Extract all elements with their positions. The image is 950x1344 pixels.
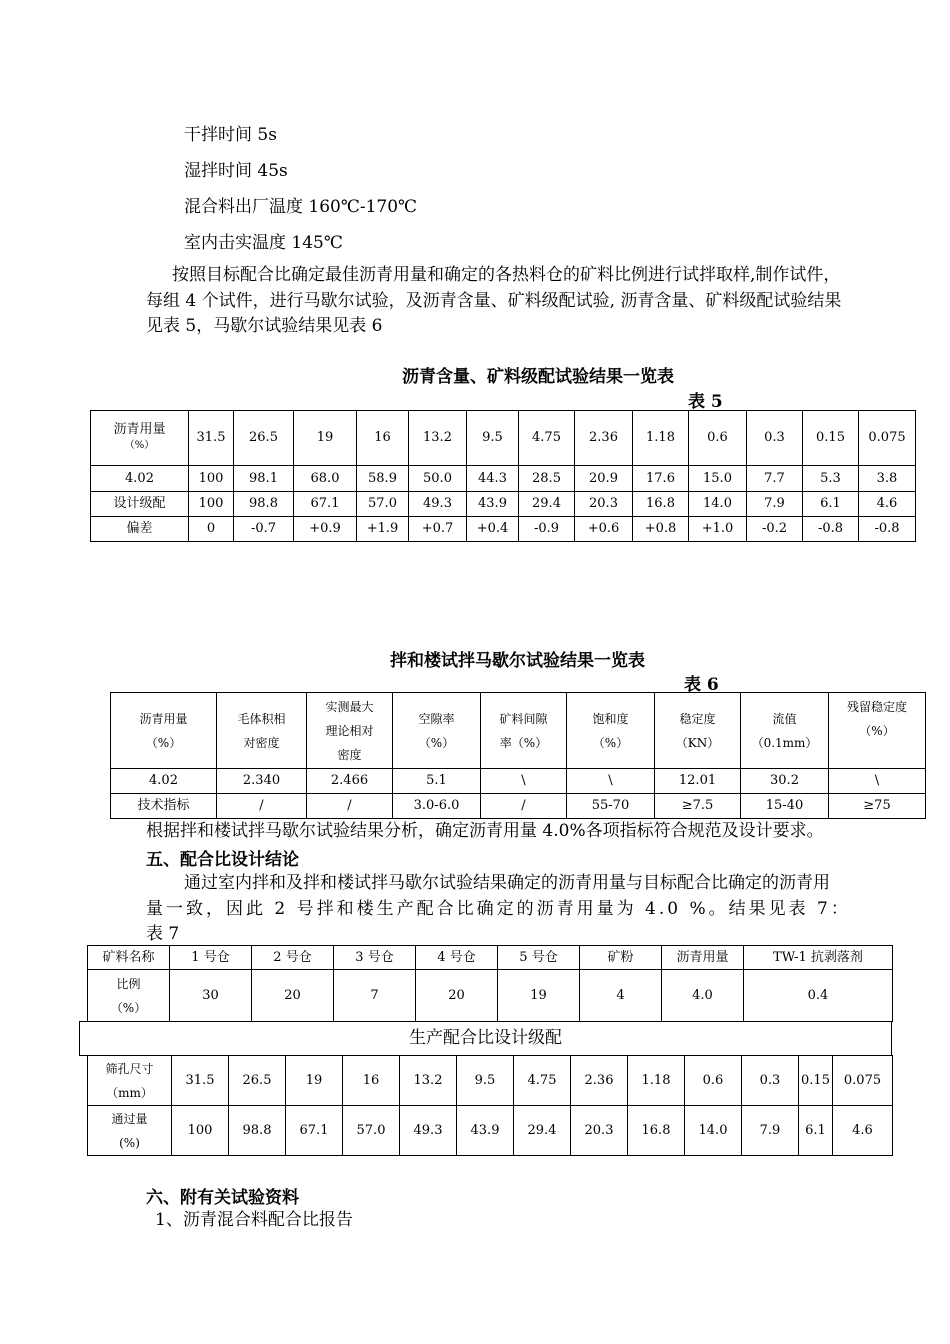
table5-sieve: 31.5 [189,411,234,466]
table7-header: TW-1 抗剥落剂 [744,946,893,970]
table7-sieve: 0.6 [685,1056,742,1106]
table5-cell: 7.9 [747,492,803,517]
table5-cell: 29.4 [519,492,575,517]
table5-cell: +0.8 [633,517,689,542]
table5-cell: 0 [189,517,234,542]
table7-gradation [87,1055,893,1156]
table5-cell: 17.6 [633,466,689,492]
table5-title: 沥青含量、矿料级配试验结果一览表 [402,367,674,387]
table5-cell: 68.0 [294,466,357,492]
table6-cell: / [217,794,307,819]
table6-header-text: 空隙率 [418,711,455,726]
table5-sieve: 16 [357,411,409,466]
table7-ratio: 4.0 [662,970,744,1022]
table6-header-stability [655,693,741,769]
table6-cell: 15-40 [741,794,829,819]
table6-header-text: 沥青用量 [139,711,188,726]
table5-row-measured [91,466,916,492]
compaction-temperature: 室内击实温度 145℃ [184,233,343,253]
table5-cell: 5.3 [803,466,859,492]
table6-header-text: （%） [859,724,895,738]
table7-sieve: 26.5 [229,1056,286,1106]
table7-ratio-row [88,970,893,1022]
table5-row-label: 4.02 [91,466,189,492]
table7-header-row [88,946,893,970]
table6-row-spec [111,794,926,819]
table6-header-text: 率（%） [499,735,548,750]
table5-cell: 20.9 [575,466,633,492]
table6-header-voids [393,693,481,769]
table7-header: 矿粉 [580,946,662,970]
table5-header-unit: （%） [124,440,155,451]
table6-header-text: 对密度 [243,735,280,750]
table6-cell: / [307,794,393,819]
table6-cell: 4.02 [111,769,217,794]
table7-ratio: 0.4 [744,970,893,1022]
table6-header-text: 流值 [772,711,797,726]
table5-label: 表 5 [688,392,723,412]
table6-cell: \ [481,769,567,794]
table7-header: 沥青用量 [662,946,744,970]
table5-cell: 43.9 [467,492,519,517]
table7-sieve-label-text: （mm） [106,1085,153,1100]
table7-ratio-label [88,970,170,1022]
table5-row-label: 偏差 [91,517,189,542]
table6-cell: 技术指标 [111,794,217,819]
table7-passing: 100 [172,1106,229,1156]
table7-passing: 14.0 [685,1106,742,1156]
table5-cell: 58.9 [357,466,409,492]
table7-passing: 67.1 [286,1106,343,1156]
table6-header-text: （%） [418,735,455,750]
table5-cell: 14.0 [689,492,747,517]
table5-cell: 67.1 [294,492,357,517]
table6-header-flow [741,693,829,769]
intro-line-2: 每组 4 个试件，进行马歇尔试验，及沥青含量、矿料级配试验, 沥青含量、矿料级配试验结果 [146,291,842,311]
table5-cell: 6.1 [803,492,859,517]
table6-cell: 2.466 [307,769,393,794]
table6-cell: 5.1 [393,769,481,794]
table7-passing: 43.9 [457,1106,514,1156]
table5-cell: 57.0 [357,492,409,517]
table7-passing: 6.1 [799,1106,833,1156]
table5-cell: 16.8 [633,492,689,517]
table5-cell: 28.5 [519,466,575,492]
table5-cell: 49.3 [409,492,467,517]
table5-sieve: 0.075 [859,411,916,466]
table5-cell: 15.0 [689,466,747,492]
table6-header-text: 理论相对 [325,723,374,738]
table6-header-residual-stability [829,693,926,769]
table6-cell: 2.340 [217,769,307,794]
table5 [90,410,916,542]
table5-cell: +0.7 [409,517,467,542]
table6-header-bulk-density [217,693,307,769]
table7-ratio-label-text: 比例 [116,976,141,991]
table5-cell: -0.9 [519,517,575,542]
table5-cell: 100 [189,466,234,492]
table5-sieve: 4.75 [519,411,575,466]
table7-pass-label-text: 通过量 [111,1111,148,1126]
table5-cell: -0.8 [859,517,916,542]
table7-ratio: 20 [416,970,498,1022]
table7-sieve: 31.5 [172,1056,229,1106]
table7-ratio: 7 [334,970,416,1022]
table5-sieve: 19 [294,411,357,466]
table7-sieve-label-text: 筛孔尺寸 [105,1061,154,1076]
table6-cell: 3.0-6.0 [393,794,481,819]
table7-passing-row [88,1106,893,1156]
table7-ratio: 4 [580,970,662,1022]
table5-sieve: 0.15 [803,411,859,466]
table7-header: 3 号仓 [334,946,416,970]
table7-passing: 29.4 [514,1106,571,1156]
table7-sieve: 4.75 [514,1056,571,1106]
table7-header: 4 号仓 [416,946,498,970]
table6-header-text: 矿料间隙 [499,711,548,726]
table7-sieve: 19 [286,1056,343,1106]
table6-header-asphalt [111,693,217,769]
table5-cell: 20.3 [575,492,633,517]
table6-header-vma [481,693,567,769]
table5-cell: 98.8 [234,492,294,517]
table6-header-text: 实测最大 [325,699,374,714]
table5-sieve: 26.5 [234,411,294,466]
table6-header-text: （%） [145,735,182,750]
table5-cell: +0.9 [294,517,357,542]
table6-header-row [111,693,926,769]
table5-cell: 4.6 [859,492,916,517]
table6-label: 表 6 [684,675,719,695]
table7-sieve: 16 [343,1056,400,1106]
table7-sieve: 2.36 [571,1056,628,1106]
table6-header-max-density [307,693,393,769]
table7-ratio: 30 [170,970,252,1022]
table5-cell: -0.2 [747,517,803,542]
intro-line-1: 按照目标配合比确定最佳沥青用量和确定的各热料仓的矿料比例进行试拌取样,制作试件， [172,265,841,285]
table5-cell: +0.6 [575,517,633,542]
table6-cell: ≥75 [829,794,926,819]
table5-cell: -0.8 [803,517,859,542]
table6-header-text: 毛体积相 [237,711,286,726]
table5-cell: 7.7 [747,466,803,492]
table7-header: 5 号仓 [498,946,580,970]
analysis-text: 根据拌和楼试拌马歇尔试验结果分析，确定沥青用量 4.0%各项指标符合规范及设计要求。 [146,821,824,841]
table6-header-text: 饱和度 [592,711,629,726]
table7-sieve: 1.18 [628,1056,685,1106]
section5-line-2: 量一致，因此 2 号拌和楼生产配合比确定的沥青用量为 4.0 %。结果见表 7： [146,899,851,919]
table5-row-deviation [91,517,916,542]
table6-header-text: 稳定度 [679,711,716,726]
table7-header: 2 号仓 [252,946,334,970]
table7-passing: 49.3 [400,1106,457,1156]
section6-item-1: 1、沥青混合料配合比报告 [155,1210,353,1230]
table7-ratio: 20 [252,970,334,1022]
table7-passing: 16.8 [628,1106,685,1156]
table5-sieve: 13.2 [409,411,467,466]
table5-cell: +0.4 [467,517,519,542]
table7-passing: 57.0 [343,1106,400,1156]
section5-line-1: 通过室内拌和及拌和楼试拌马歇尔试验结果确定的沥青用量与目标配合比确定的沥青用 [184,873,830,893]
table7-pass-label [88,1106,172,1156]
table6-header-text: （KN） [675,735,720,750]
table6-title: 拌和楼试拌马歇尔试验结果一览表 [390,651,645,671]
table6-cell: / [481,794,567,819]
table7-gradation-title: 生产配合比设计级配 [79,1021,892,1056]
table6-header-saturation [567,693,655,769]
table7-passing: 4.6 [833,1106,893,1156]
discharge-temperature: 混合料出厂温度 160℃-170℃ [184,197,418,217]
table6-header-text: 密度 [337,747,362,762]
table7-sieve: 9.5 [457,1056,514,1106]
table5-header-asphalt-label: 沥青用量 [113,422,166,437]
dry-mix-time: 干拌时间 5s [184,125,277,145]
table7-sieve: 0.075 [833,1056,893,1106]
table6-header-text: 残留稳定度 [846,700,907,714]
table5-cell: 100 [189,492,234,517]
table6-cell: 12.01 [655,769,741,794]
table5-cell: 44.3 [467,466,519,492]
table6-cell: \ [829,769,926,794]
table6-cell: \ [567,769,655,794]
table5-cell: 3.8 [859,466,916,492]
table5-sieve: 0.3 [747,411,803,466]
table5-row-label: 设计级配 [91,492,189,517]
table5-sieve: 9.5 [467,411,519,466]
table7-pass-label-text: (%) [119,1135,140,1150]
table7-passing: 98.8 [229,1106,286,1156]
table5-sieve: 1.18 [633,411,689,466]
table7-sieve: 0.15 [799,1056,833,1106]
section5-heading: 五、配合比设计结论 [146,850,299,870]
section6-heading: 六、附有关试验资料 [146,1188,299,1208]
table6-cell: 30.2 [741,769,829,794]
table7-sieve: 0.3 [742,1056,799,1106]
table7-ratio: 19 [498,970,580,1022]
table7-passing: 7.9 [742,1106,799,1156]
table7-sieve-label [88,1056,172,1106]
section5-line-3: 表 7 [146,924,180,944]
wet-mix-time: 湿拌时间 45s [184,161,288,181]
table5-cell: +1.0 [689,517,747,542]
table5-cell: -0.7 [234,517,294,542]
intro-line-3: 见表 5，马歇尔试验结果见表 6 [146,316,383,336]
table5-sieve: 0.6 [689,411,747,466]
table5-header-row [91,411,916,466]
table7-sieve: 13.2 [400,1056,457,1106]
table5-header-asphalt [91,411,189,466]
table7-header: 矿料名称 [88,946,170,970]
table7-ratio-label-text: （%） [110,1000,147,1015]
table6 [110,692,926,819]
table7-sieve-row [88,1056,893,1106]
table6-cell: 55-70 [567,794,655,819]
table6-row-result [111,769,926,794]
table5-row-design [91,492,916,517]
table6-header-text: （0.1mm） [751,735,818,750]
table6-header-text: （%） [592,735,629,750]
table5-sieve: 2.36 [575,411,633,466]
table7-ratios [87,945,893,1022]
table5-cell: +1.9 [357,517,409,542]
table7-header: 1 号仓 [170,946,252,970]
table5-cell: 50.0 [409,466,467,492]
table5-cell: 98.1 [234,466,294,492]
table6-cell: ≥7.5 [655,794,741,819]
table7-passing: 20.3 [571,1106,628,1156]
